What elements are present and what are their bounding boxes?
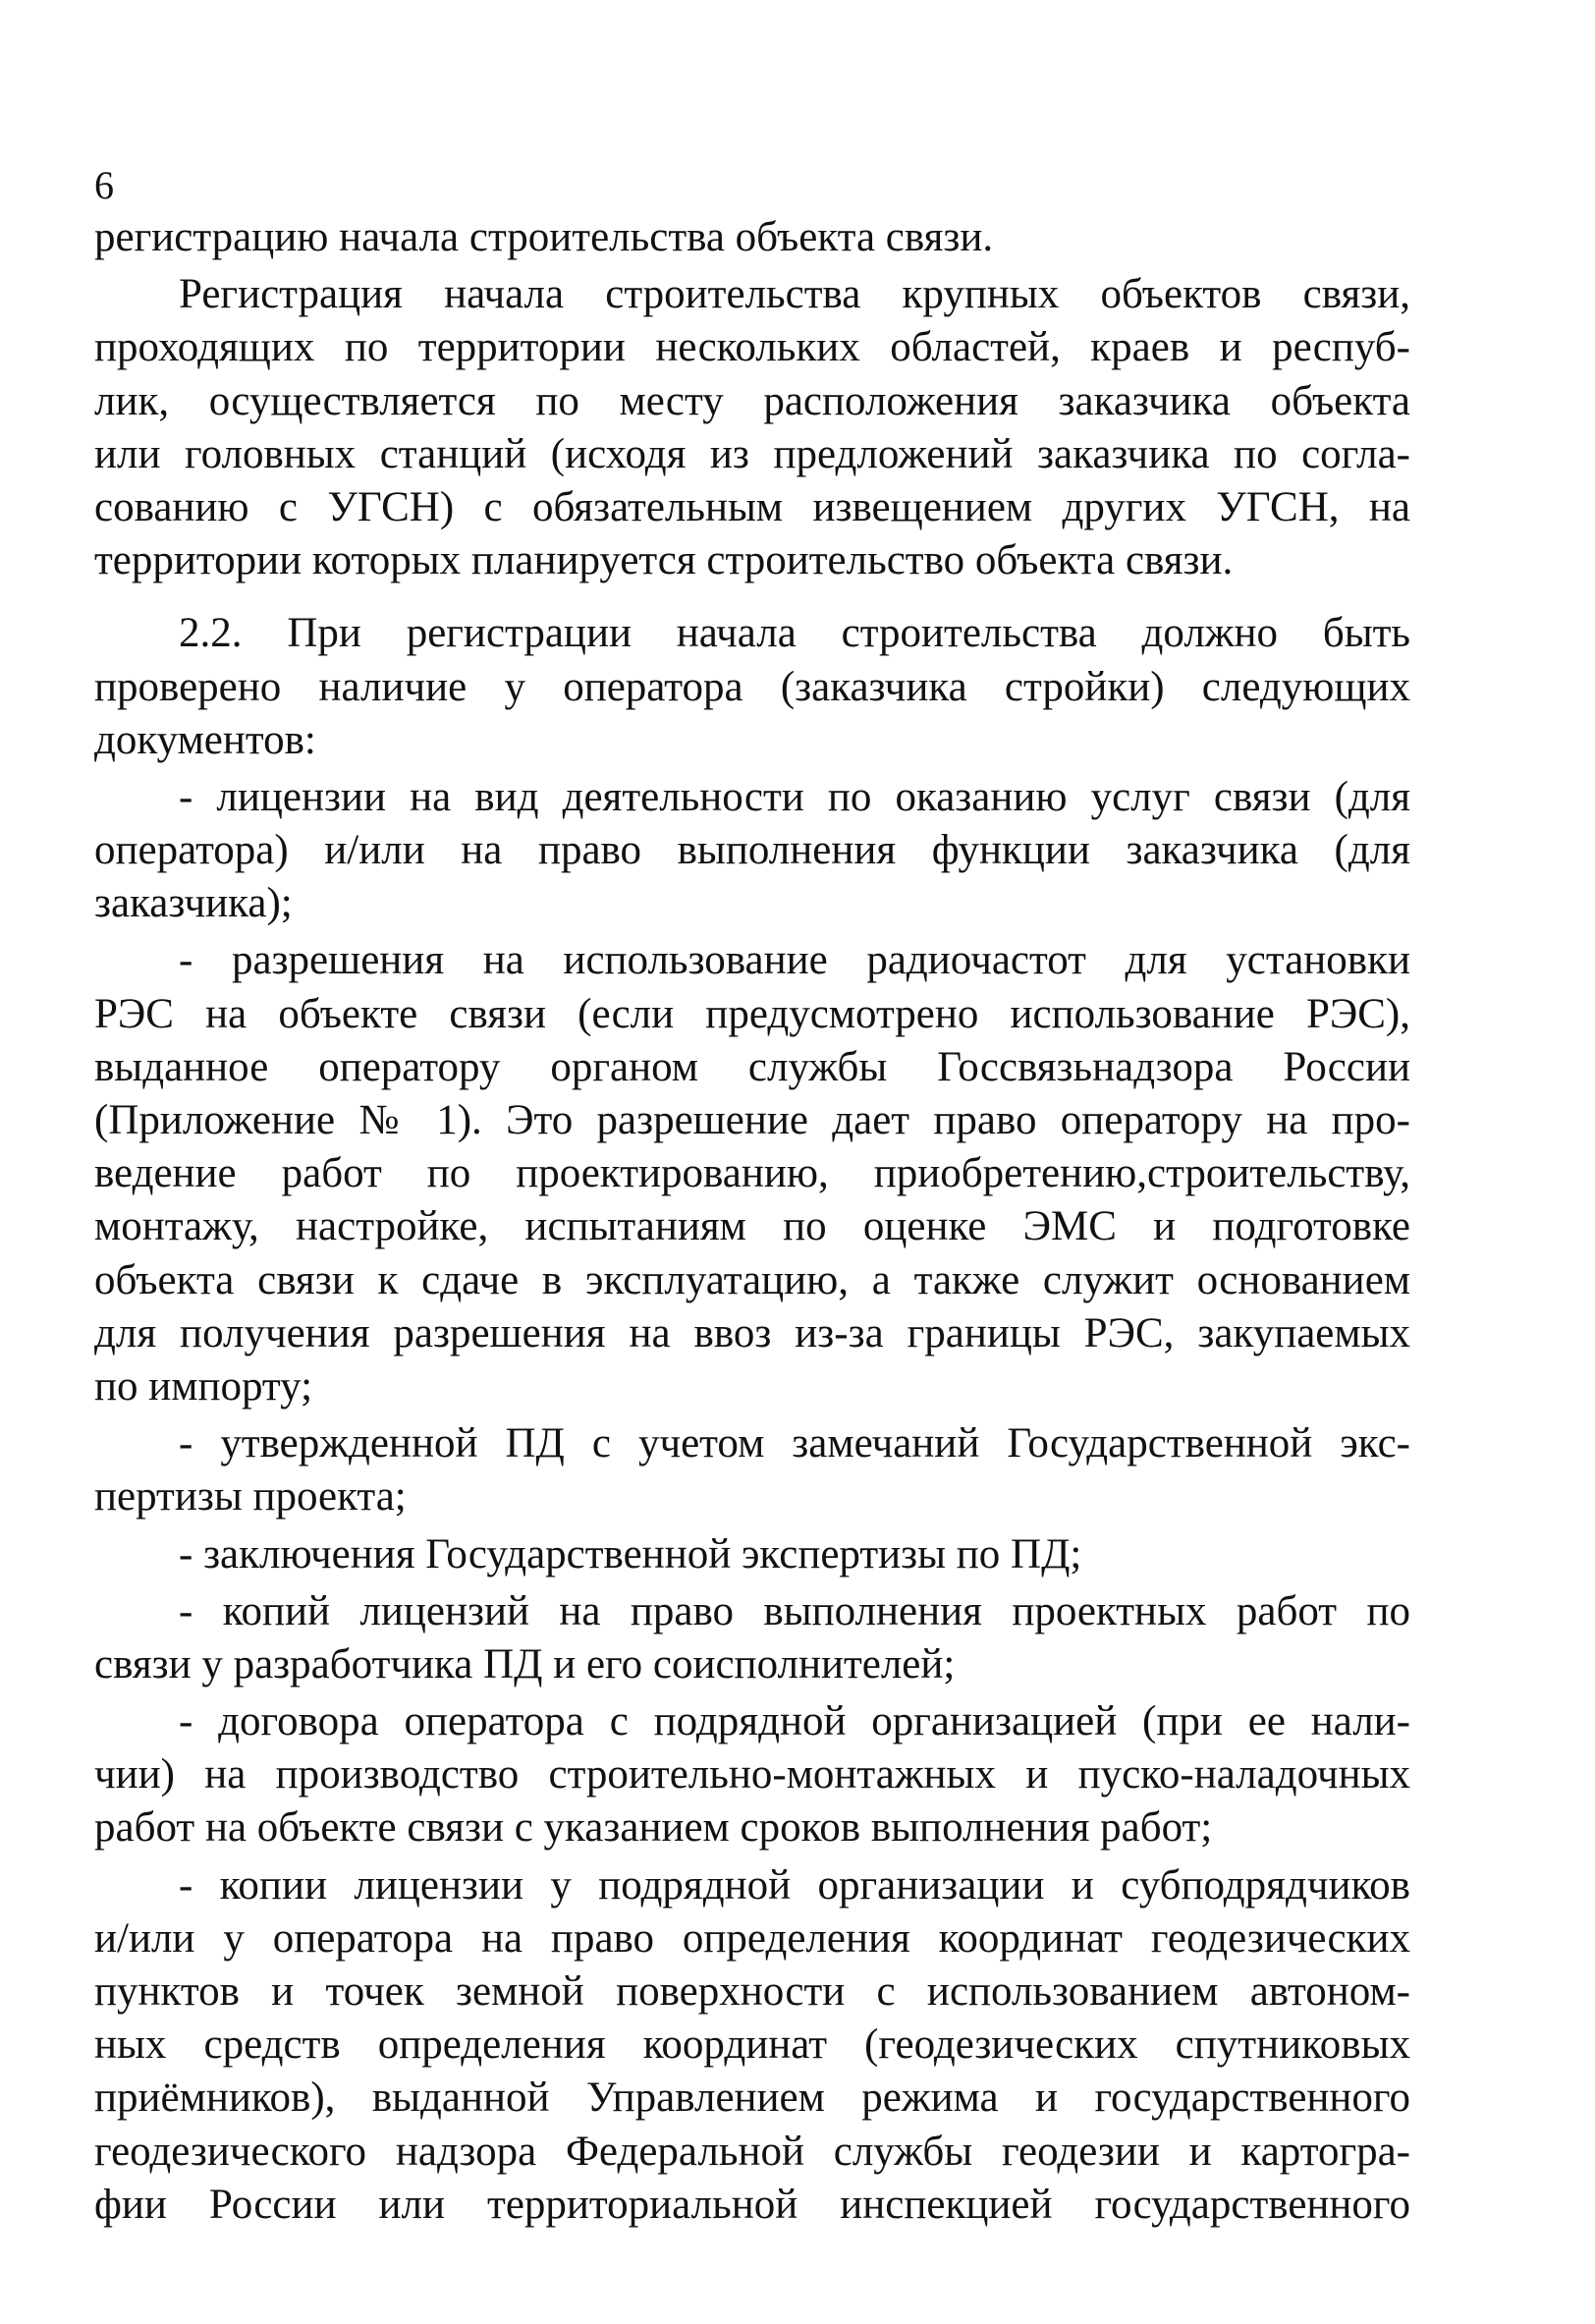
text-line: ных средств определения координат (геодезических спутниковых (94, 2021, 1410, 2069)
text-line: сованию с УГСН) с обязательным извещением других УГСН, на (94, 483, 1410, 530)
text-line: приёмников), выданной Управлением режима и государственного (94, 2075, 1410, 2122)
text-line: геодезического надзора Федеральной службы геодезии и картогра- (94, 2128, 1410, 2175)
list-item (94, 1695, 1410, 1855)
text-line: документов: (94, 716, 316, 763)
text-line: по импорту; (94, 1362, 313, 1410)
text-line: монтажу, настройке, испытаниям по оценке ЭМС и подготовке (94, 1203, 1410, 1250)
text-line: - копий лицензий на право выполнения проектных работ по (179, 1587, 1410, 1634)
text-line: 2.2. При регистрации начала строительства должно быть (179, 610, 1410, 657)
text-line: пунктов и точек земной поверхности с использованием автоном- (94, 1968, 1410, 2015)
text-line: территории которых планируется строительство объекта связи. (94, 537, 1234, 584)
text-line: регистрацию начала строительства объекта связи. (94, 214, 994, 260)
text-line: проходящих по территории нескольких областей, краев и респуб- (94, 324, 1410, 371)
text-line: чии) на производство строительно-монтажных и пуско-наладочных (94, 1751, 1410, 1798)
text-line: и/или у оператора на право определения координат геодезических (94, 1914, 1410, 1962)
text-line: ведение работ по проектированию, приобретению,строительству, (94, 1150, 1410, 1197)
list-item (94, 771, 1410, 931)
text-line: Регистрация начала строительства крупных объектов связи, (179, 271, 1410, 318)
text-line: РЭС на объекте связи (если предусмотрено использование РЭС), (94, 990, 1410, 1037)
text-line: фии России или территориальной инспекцией государственного (94, 2181, 1410, 2228)
paragraph (94, 268, 1410, 587)
list-item (94, 934, 1410, 1413)
text-line: - разрешения на использование радиочастот для установки (179, 937, 1410, 984)
text-line: (Приложение № 1). Это разрешение дает право оператору на про- (94, 1097, 1410, 1143)
paragraph (94, 211, 1410, 264)
list-item (94, 1585, 1410, 1691)
text-line: выданное оператору органом службы Госсвязьнадзора России (94, 1043, 1410, 1090)
text-line: - утвержденной ПД с учетом замечаний Государственной экс- (179, 1420, 1410, 1467)
paragraph (94, 607, 1410, 767)
text-line: пертизы проекта; (94, 1473, 407, 1521)
text-line: оператора) и/или на право выполнения функции заказчика (для (94, 827, 1410, 874)
text-line: - договора оператора с подрядной организацией (при ее нали- (179, 1698, 1410, 1745)
text-line: лик, осуществляется по месту расположения заказчика объекта (94, 377, 1410, 424)
document-body (94, 211, 1410, 2232)
text-line: - заключения Государственной экспертизы по ПД; (179, 1530, 1082, 1577)
list-item (94, 1528, 1410, 1581)
text-line: объекта связи к сдаче в эксплуатацию, а также служит основанием (94, 1256, 1410, 1303)
page-number: 6 (94, 163, 114, 207)
text-line: - копии лицензии у подрядной организации и субподрядчиков (179, 1861, 1410, 1909)
text-line: для получения разрешения на ввоз из-за границы РЭС, закупаемых (94, 1309, 1410, 1356)
text-line: работ на объекте связи с указанием сроков выполнения работ; (94, 1804, 1213, 1852)
text-line: - лицензии на вид деятельности по оказанию услуг связи (для (179, 773, 1410, 820)
text-line: связи у разработчика ПД и его соисполнителей; (94, 1640, 956, 1688)
list-item (94, 1417, 1410, 1523)
text-line: или головных станций (исходя из предложений заказчика по согла- (94, 430, 1410, 477)
list-item (94, 1859, 1410, 2232)
text-line: заказчика); (94, 880, 293, 927)
text-line: проверено наличие у оператора (заказчика стройки) следующих (94, 663, 1410, 710)
